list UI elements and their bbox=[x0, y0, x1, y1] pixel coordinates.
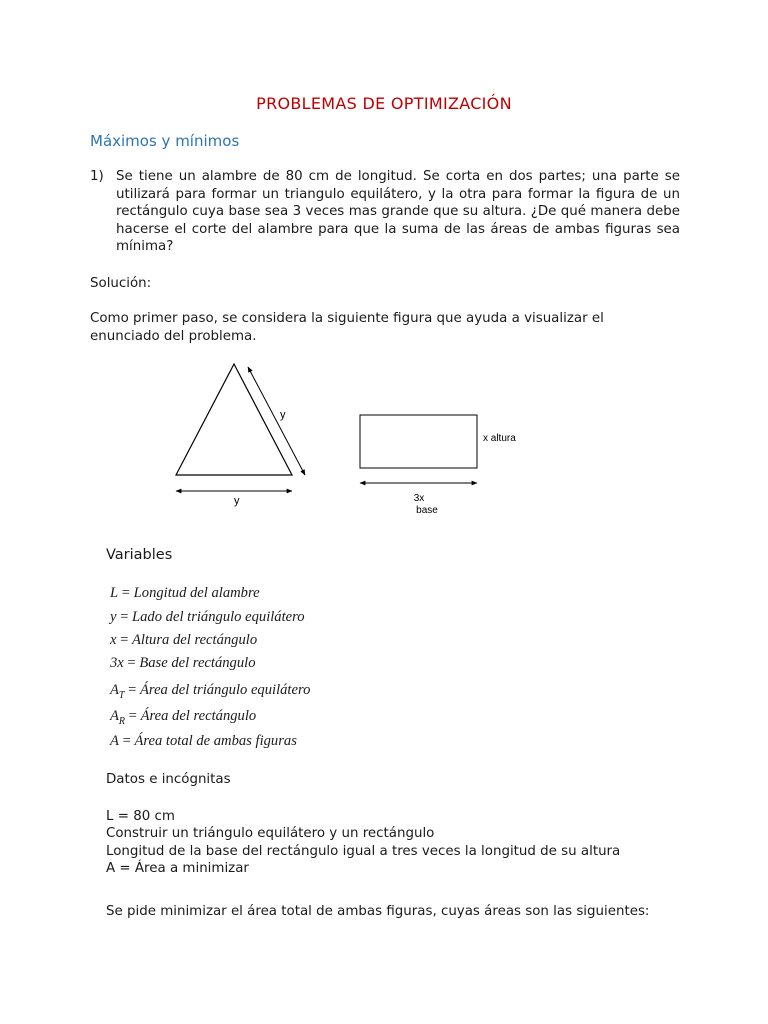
variable-subscript: T bbox=[118, 690, 125, 701]
triangle-base-label: y bbox=[234, 495, 240, 507]
triangle-shape bbox=[176, 364, 292, 475]
variable-symbol: x bbox=[110, 632, 117, 648]
variable-item: 3x = Base del rectángulo bbox=[110, 655, 256, 671]
variable-symbol: 3x bbox=[110, 655, 124, 671]
datos-line: A = Área a minimizar bbox=[106, 861, 249, 876]
datos-line: L = 80 cm bbox=[106, 809, 175, 824]
problem-number: 1) bbox=[90, 169, 104, 184]
variable-desc: Área del rectángulo bbox=[140, 708, 257, 724]
closing-paragraph: Se pide minimizar el área total de ambas figuras, cuyas áreas son las siguientes: bbox=[106, 904, 650, 919]
solution-label: Solución: bbox=[90, 276, 152, 291]
rect-base-value: 3x bbox=[413, 493, 425, 504]
intro-paragraph: Como primer paso, se considera la siguiente figura que ayuda a visualizar el enunciado del problema. bbox=[90, 311, 604, 344]
variable-desc: Lado del triángulo equilátero bbox=[132, 609, 305, 625]
datos-line: Longitud de la base del rectángulo igual a tres veces la longitud de su altura bbox=[106, 844, 621, 859]
rect-base-label: base bbox=[416, 505, 438, 516]
variable-desc: Área total de ambas figuras bbox=[134, 733, 297, 749]
variable-item: $A_T$ = Área del triángulo equilátero bbox=[110, 682, 311, 701]
rect-height-label: x altura bbox=[483, 433, 516, 444]
variable-item: x = Altura del rectángulo bbox=[110, 632, 258, 648]
variable-symbol: y bbox=[110, 609, 117, 625]
datos-line: Construir un triángulo equilátero y un rectángulo bbox=[106, 826, 435, 841]
variable-symbol: L bbox=[110, 585, 119, 601]
triangle-side-arrow bbox=[248, 367, 305, 475]
page-title: PROBLEMAS DE OPTIMIZACIÓN bbox=[256, 94, 512, 113]
section-subtitle: Máximos y mínimos bbox=[90, 132, 240, 150]
variable-desc: Base del rectángulo bbox=[139, 655, 256, 671]
datos-heading: Datos e incógnitas bbox=[106, 772, 231, 787]
variable-desc: Área del triángulo equilátero bbox=[140, 682, 311, 698]
variable-desc: Altura del rectángulo bbox=[132, 632, 258, 648]
variable-item: $A_R$ = Área del rectángulo bbox=[110, 708, 257, 727]
variable-desc: Longitud del alambre bbox=[133, 585, 260, 601]
variable-symbol: A bbox=[110, 682, 119, 698]
variable-item: L = Longitud del alambre bbox=[110, 585, 260, 601]
problem-statement: Se tiene un alambre de 80 cm de longitud. Se corta en dos partes; una parte se utilizará para formar un triangulo equilátero, y la otra para formar la figura de un rectángulo cuya base sea 3 veces mas grande que su altura. ¿De qué manera debe hacerse el corte del alambre para que la suma de las áreas de ambas figuras sea mínima? bbox=[116, 169, 680, 255]
variable-symbol: A bbox=[110, 708, 119, 724]
triangle-side-label: y bbox=[280, 409, 286, 421]
variable-subscript: R bbox=[118, 716, 126, 727]
variables-heading: Variables bbox=[106, 547, 173, 563]
variable-item: A = Área total de ambas figuras bbox=[110, 733, 297, 749]
variable-symbol: A bbox=[110, 733, 119, 749]
rectangle-shape bbox=[360, 415, 477, 468]
variable-item: y = Lado del triángulo equilátero bbox=[110, 609, 305, 625]
